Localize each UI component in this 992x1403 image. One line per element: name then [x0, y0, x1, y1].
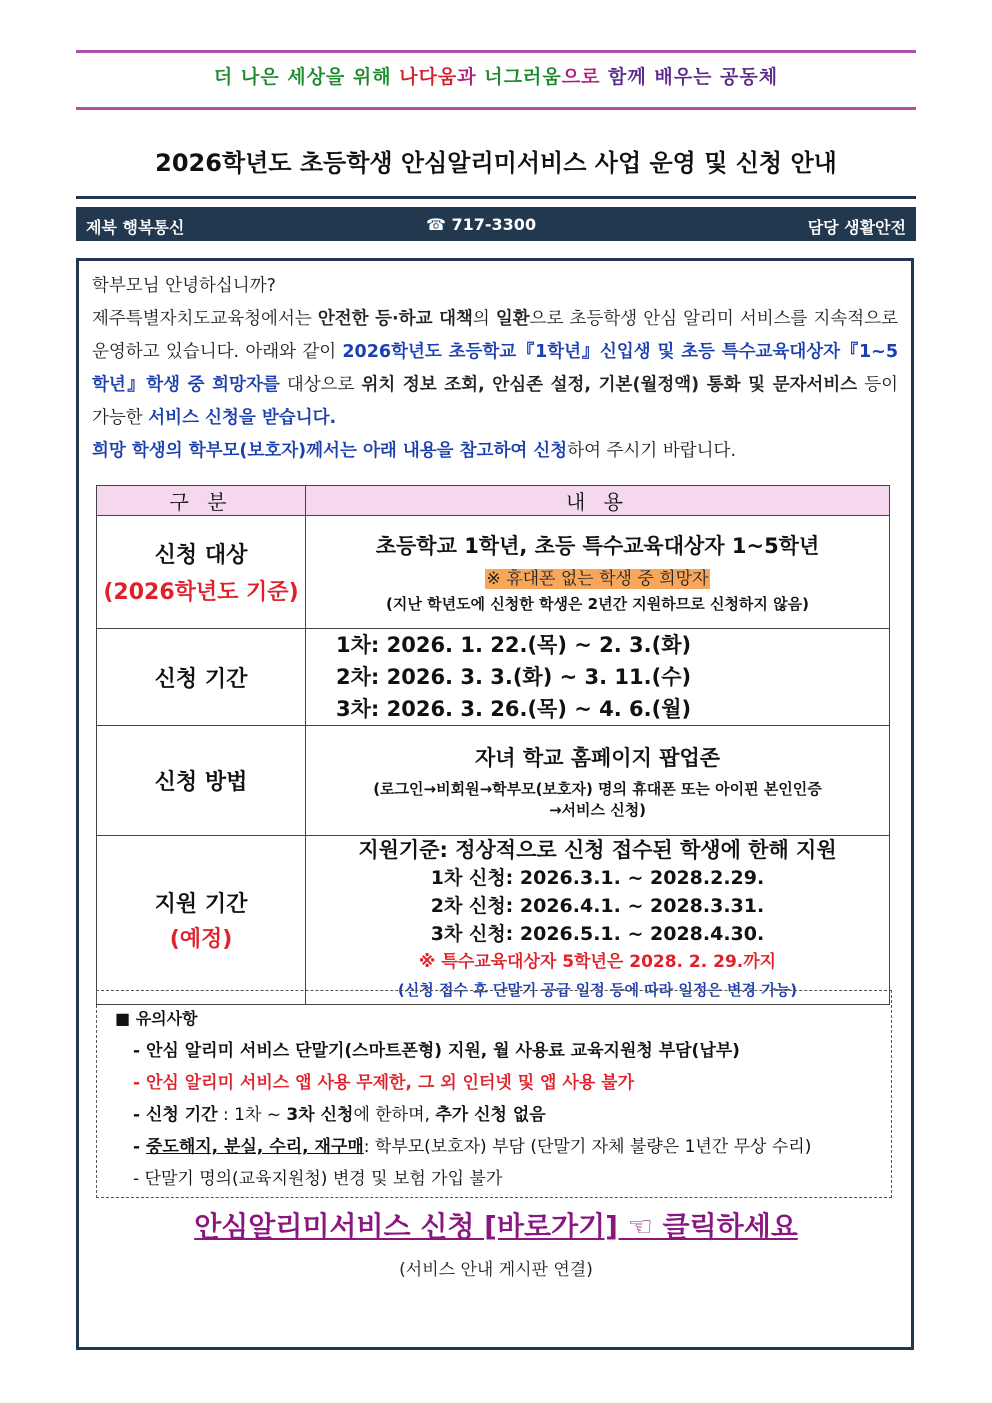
slogan-part: 더 나은 세상을 위해: [213, 66, 400, 88]
title-divider: [76, 196, 916, 199]
intro-text-run: 하여 주시기 바랍니다.: [567, 441, 737, 461]
slogan-part: 나다움: [399, 66, 458, 88]
row-content-method: [306, 726, 890, 836]
support-line: 1차 신청: 2026.3.1. ~ 2028.2.29.: [430, 867, 765, 889]
row-content-text: 지원기준: 정상적으로 신청 접수된 학생에 한해 지원: [358, 838, 837, 862]
intro-text-run: 으로 초등학생 안심 알리미 서비스를 지속적으로 운영하고 있습니다. 아래와 같이: [92, 309, 899, 362]
intro-text-run: 대상으로: [279, 375, 362, 395]
note-text-run: 추가 신청 없음: [435, 1105, 546, 1125]
intro-text-run: 위치 정보 조회, 안심존 설정, 기본(월정액) 통화 및 문자서비스: [361, 375, 858, 395]
row-content-period: [306, 629, 890, 726]
period-line: 3차: 2026. 3. 26.(목) ~ 4. 6.(월): [336, 697, 692, 721]
info-table: [96, 485, 890, 1005]
support-line: 2차 신청: 2026.4.1. ~ 2028.3.31.: [430, 895, 765, 917]
note-text-run: 중도해지, 분실, 수리, 재구매: [145, 1137, 364, 1157]
row-content-support: [306, 836, 890, 1005]
intro-text-run: 안전한 등·하교 대책: [317, 309, 473, 329]
support-note-red: ※ 특수교육대상자 5학년은 2028. 2. 29.까지: [418, 952, 777, 972]
department-label: 담당 생활안전: [807, 218, 906, 237]
row-label-sub: (2026학년도 기준): [103, 580, 299, 605]
table-row-target: [97, 516, 890, 629]
note-text-run: 에 한하며,: [353, 1105, 436, 1125]
notes-header: ■ 유의사항: [115, 1009, 198, 1028]
support-note-blue: (신청 접수 후 단말기 공급 일정 등에 따라 일정은 변경 가능): [397, 981, 798, 999]
row-label-period: 신청 기간: [97, 629, 306, 726]
note-text-run: - 신청 기간: [133, 1105, 218, 1125]
note-item: - 안심 알리미 서비스 앱 사용 무제한, 그 외 인터넷 및 앱 사용 불가: [133, 1073, 635, 1093]
table-header-row: [97, 486, 890, 516]
period-line: 1차: 2026. 1. 22.(목) ~ 2. 3.(화): [336, 633, 692, 657]
slogan-part: 너그러움: [484, 66, 562, 88]
note-text-run: : 학부모(보호자) 부담 (단말기 자체 불량은 1년간 무상 수리): [363, 1137, 812, 1157]
apply-link-caption: (서비스 안내 게시판 연결): [399, 1260, 593, 1280]
intro-text-run: 제주특별자치도교육청에서는: [92, 309, 318, 329]
school-slogan: [76, 62, 916, 89]
top-divider: [76, 50, 916, 53]
row-label-method: 신청 방법: [97, 726, 306, 836]
table-header-content: 내 용: [306, 486, 890, 516]
row-content-target: [306, 516, 890, 629]
greeting: 학부모님 안녕하십니까?: [92, 276, 276, 296]
table-row-period: [97, 629, 890, 726]
support-line: 3차 신청: 2026.5.1. ~ 2028.4.30.: [430, 923, 765, 945]
row-label-text: 신청 대상: [154, 543, 248, 568]
phone-number: ☎ 717-3300: [426, 215, 537, 234]
note-text-run: -: [133, 1137, 146, 1157]
note-item: [115, 1131, 873, 1163]
note-item: [115, 1099, 873, 1131]
page-title: 2026학년도 초등학생 안심알리미서비스 사업 운영 및 신청 안내: [155, 149, 837, 177]
newsletter-name: 제북 행복통신: [86, 218, 185, 237]
row-content-note: (로그인→비회원→학부모(보호자) 명의 휴대폰 또는 아이핀 본인인증: [373, 779, 822, 798]
slogan-part: 함께 배우는 공동체: [608, 66, 779, 88]
info-bar: [76, 207, 916, 241]
slogan-part: 으로: [561, 66, 609, 88]
intro-paragraph: [92, 435, 898, 468]
slogan-divider: [76, 107, 916, 110]
row-content-note: (지난 학년도에 신청한 학생은 2년간 지원하므로 신청하지 않음): [386, 595, 809, 613]
period-line: 2차: 2026. 3. 3.(화) ~ 3. 11.(수): [336, 665, 692, 689]
note-item: - 단말기 명의(교육지원청) 변경 및 보험 가입 불가: [133, 1169, 503, 1189]
apply-link[interactable]: 안심알리미서비스 신청 [바로가기] ☜ 클릭하세요: [194, 1210, 798, 1243]
row-content-text: 초등학교 1학년, 초등 특수교육대상자 1~5학년: [375, 534, 820, 558]
table-row-method: [97, 726, 890, 836]
row-label-support: [97, 836, 306, 1005]
row-content-note: →서비스 신청): [548, 800, 647, 819]
highlight-note: ※ 휴대폰 없는 학생 중 희망자: [486, 569, 709, 589]
note-text-run: 3차 신청: [286, 1105, 354, 1125]
row-label-target: [97, 516, 306, 629]
intro-text-run: 등이 가능한: [92, 375, 898, 428]
slogan-part: 과: [457, 66, 485, 88]
intro-text-run: 일환: [495, 309, 530, 329]
note-text-run: : 1차 ~: [217, 1105, 287, 1125]
table-header-category: 구 분: [97, 486, 306, 516]
notes-box: [96, 990, 892, 1198]
intro-text-run: 서비스 신청을 받습니다.: [148, 408, 337, 428]
table-row-support: [97, 836, 890, 1005]
intro-paragraph: [92, 303, 898, 435]
intro-text-run: 희망 학생의 학부모(보호자)께서는 아래 내용을 참고하여 신청: [92, 441, 568, 461]
row-content-text: 자녀 학교 홈페이지 팝업존: [474, 745, 721, 770]
row-label-sub: (예정): [169, 927, 233, 952]
intro-text-run: 2026학년도 초등학교『1학년』신입생 및 초등 특수교육대상자『1~5학년』학생 중 희망자를: [92, 342, 898, 395]
note-item: - 안심 알리미 서비스 단말기(스마트폰형) 지원, 월 사용료 교육지원청 부담(납부): [133, 1041, 740, 1061]
intro-text: [92, 270, 898, 468]
intro-text-run: 의: [472, 309, 496, 329]
row-label-text: 지원 기간: [154, 892, 248, 917]
